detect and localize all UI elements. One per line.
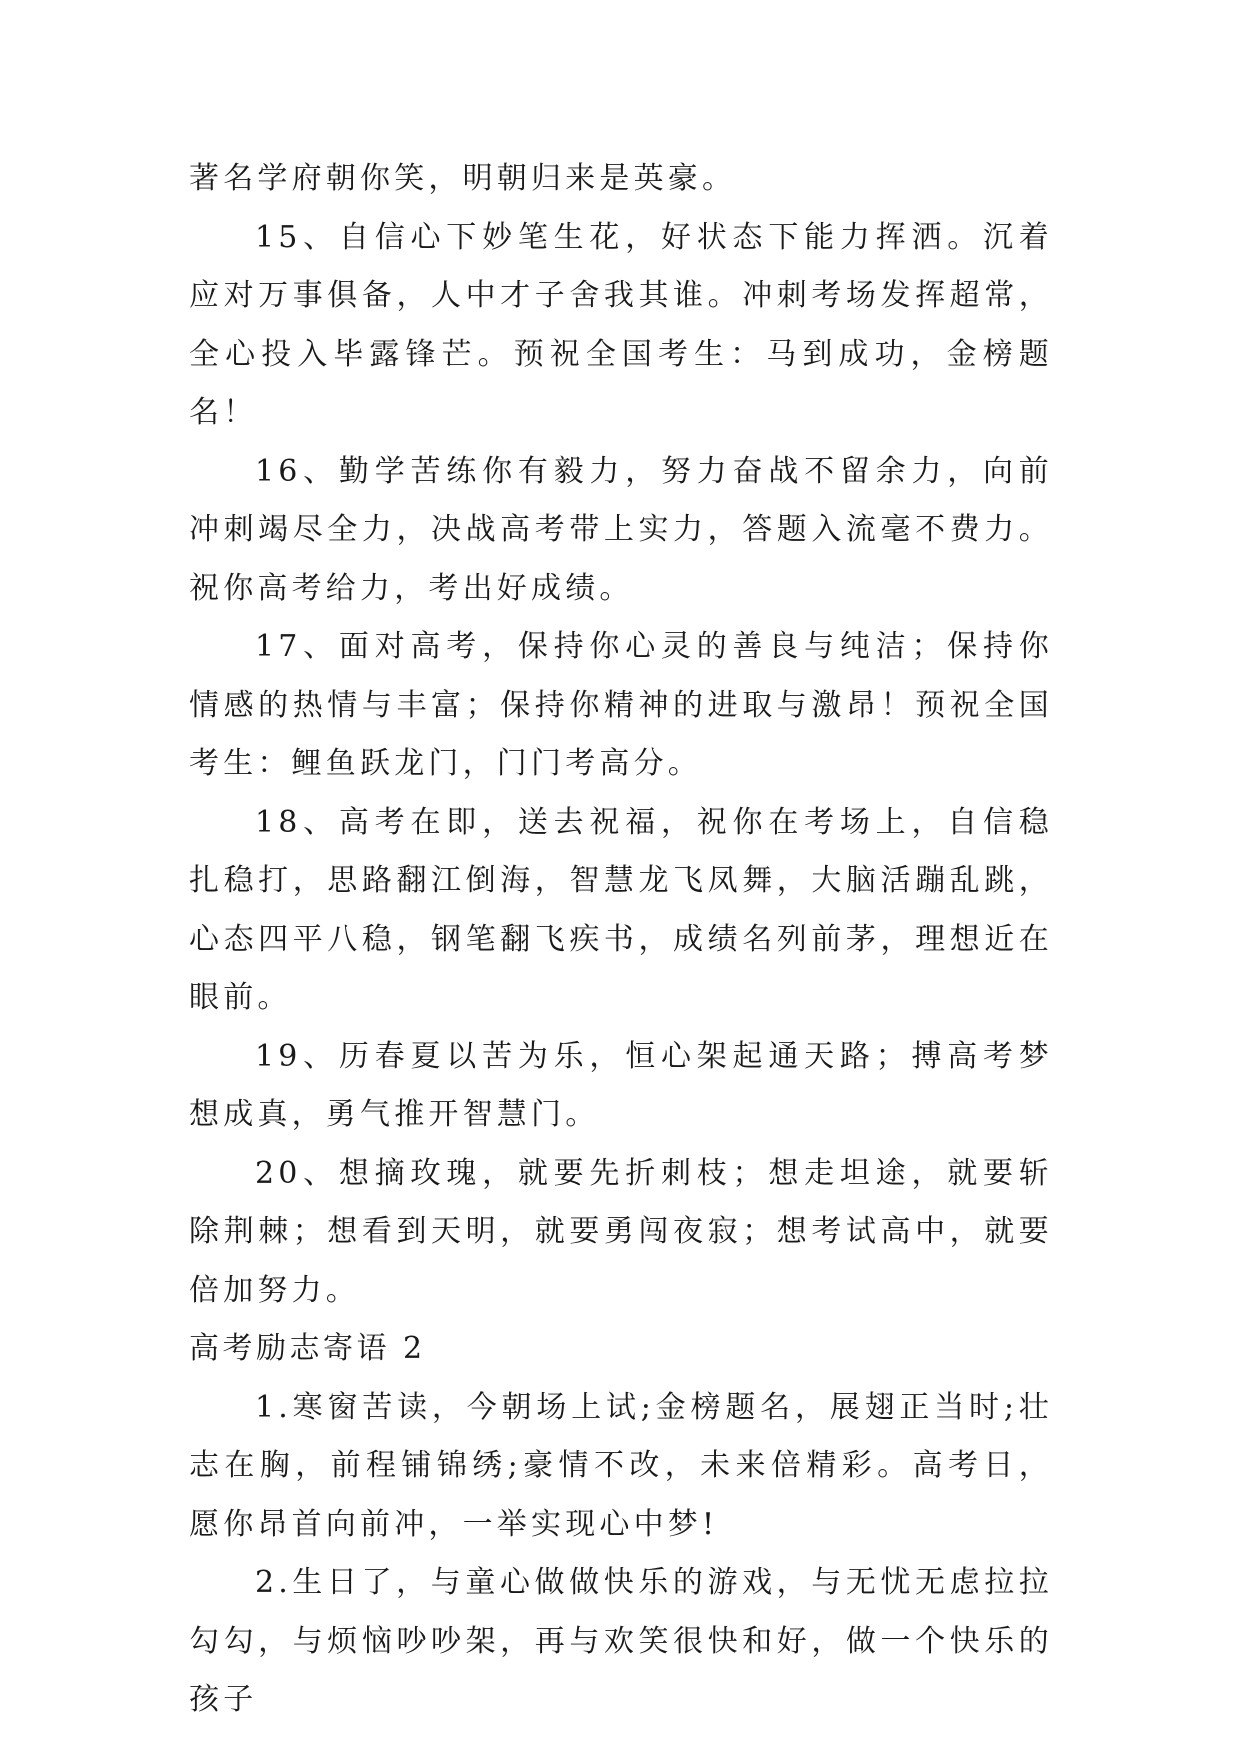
paragraph-item-15: 15、自信心下妙笔生花，好状态下能力挥洒。沉着应对万事俱备，人中才子舍我其谁。冲刺考场发挥超常，全心投入毕露锋芒。预祝全国考生：马到成功，金榜题名！: [189, 219, 1053, 430]
paragraph-item-16: 16、勤学苦练你有毅力，努力奋战不留余力，向前冲刺竭尽全力，决战高考带上实力，答题入流毫不费力。祝你高考给力，考出好成绩。: [189, 453, 1053, 606]
document-page: [189, 150, 1053, 1730]
paragraph-item-18: 18、高考在即，送去祝福，祝你在考场上，自信稳扎稳打，思路翻江倒海，智慧龙飞凤舞，大脑活蹦乱跳，心态四平八稳，钢笔翻飞疾书，成绩名列前茅，理想近在眼前。: [189, 804, 1053, 1015]
section-heading: 高考励志寄语 2: [189, 1331, 426, 1366]
paragraph-line-continuation: 著名学府朝你笑，明朝归来是英豪。: [189, 161, 737, 196]
paragraph-item-20: 20、想摘玫瑰，就要先折刺枝；想走坦途，就要斩除荆棘；想看到天明，就要勇闯夜寂；想考试高中，就要倍加努力。: [189, 1155, 1053, 1308]
paragraph-item-19: 19、历春夏以苦为乐，恒心架起通天路；搏高考梦想成真，勇气推开智慧门。: [189, 1038, 1053, 1132]
paragraph-item-2: 2.生日了，与童心做做快乐的游戏，与无忧无虑拉拉勾勾，与烦恼吵吵架，再与欢笑很快和好，做一个快乐的孩子: [189, 1565, 1053, 1717]
paragraph-item-17: 17、面对高考，保持你心灵的善良与纯洁；保持你情感的热情与丰富；保持你精神的进取与激昂！预祝全国考生：鲤鱼跃龙门，门门考高分。: [189, 629, 1053, 781]
paragraph-item-1: 1.寒窗苦读，今朝场上试;金榜题名，展翅正当时;壮志在胸，前程铺锦绣;豪情不改，未来倍精彩。高考日，愿你昂首向前冲，一举实现心中梦!: [189, 1389, 1053, 1542]
